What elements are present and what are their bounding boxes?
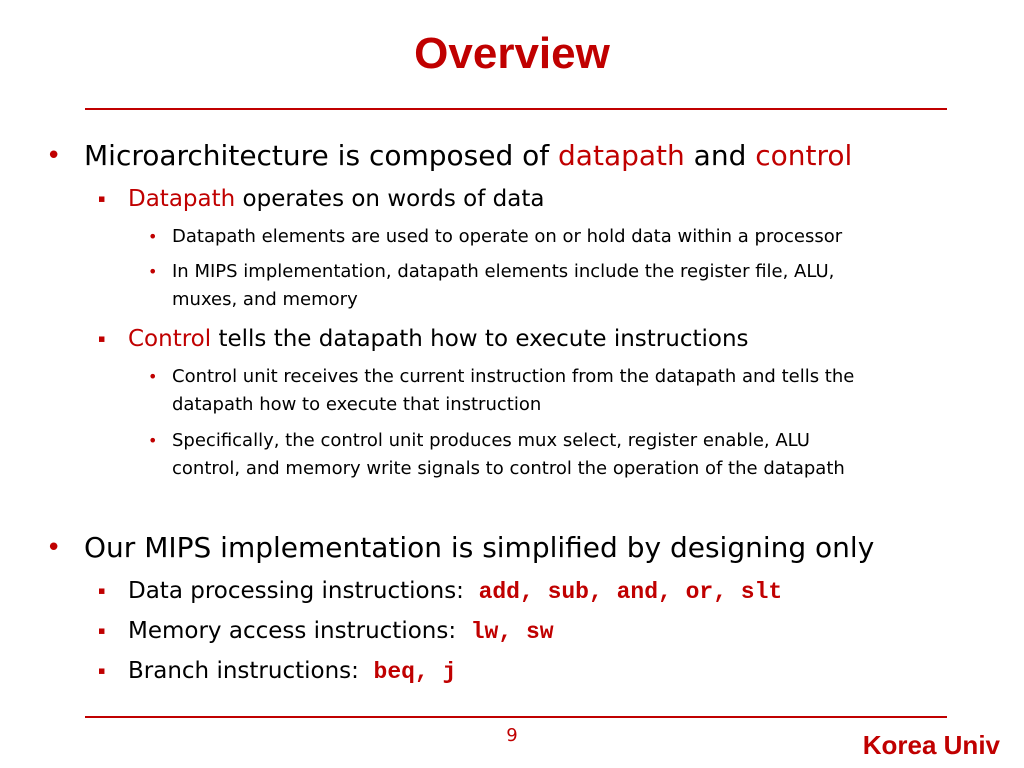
bullet-specifically-line2: control, and memory write signals to control the operation of the datapath — [172, 458, 845, 479]
highlight-control: control — [755, 139, 853, 172]
bullet-control: Control tells the datapath how to execute instructions — [128, 326, 749, 352]
bullet-dot-icon: • — [148, 431, 158, 450]
bullet-square-icon: ▪ — [98, 332, 106, 345]
highlight-control-term: Control — [128, 326, 212, 352]
page-number: 9 — [506, 725, 518, 746]
bullet-square-icon: ▪ — [98, 664, 106, 677]
footer-divider — [85, 716, 947, 718]
bullet-square-icon: ▪ — [98, 624, 106, 637]
bullet-mips-simplified: Our MIPS implementation is simplified by designing only — [84, 531, 875, 564]
bullet-mips-datapath-line1: In MIPS implementation, datapath elements include the register file, ALU, — [172, 261, 835, 282]
footer-brand: Korea Univ — [862, 730, 1000, 760]
bullet-memory-access: Memory access instructions: lw, sw — [128, 618, 554, 645]
bullet-dot-icon: • — [148, 367, 158, 386]
bullet-mips-datapath-line2: muxes, and memory — [172, 289, 358, 310]
bullet-dot-icon: • — [46, 141, 62, 171]
bullet-square-icon: ▪ — [98, 192, 106, 205]
slide-title: Overview — [414, 29, 610, 78]
code-data-processing: add, sub, and, or, slt — [478, 579, 783, 605]
code-branch: beq, j — [373, 659, 457, 685]
bullet-control-unit-line2: datapath how to execute that instruction — [172, 394, 542, 415]
highlight-datapath: datapath — [558, 139, 685, 172]
bullet-branch: Branch instructions: beq, j — [128, 658, 457, 685]
bullet-microarchitecture: Microarchitecture is composed of datapath and control — [84, 139, 853, 172]
bullet-datapath: Datapath operates on words of data — [128, 186, 545, 212]
bullet-dot-icon: • — [148, 227, 158, 246]
bullet-dot-icon: • — [148, 262, 158, 281]
bullet-control-unit-line1: Control unit receives the current instruction from the datapath and tells the — [172, 366, 855, 387]
highlight-datapath-term: Datapath — [128, 186, 236, 212]
bullet-data-processing: Data processing instructions: add, sub, and, or, slt — [128, 578, 783, 605]
bullet-dot-icon: • — [46, 533, 62, 563]
bullet-datapath-elements: Datapath elements are used to operate on or hold data within a processor — [172, 226, 843, 247]
bullet-specifically-line1: Specifically, the control unit produces mux select, register enable, ALU — [172, 430, 810, 451]
code-memory-access: lw, sw — [470, 619, 554, 645]
bullet-square-icon: ▪ — [98, 584, 106, 597]
